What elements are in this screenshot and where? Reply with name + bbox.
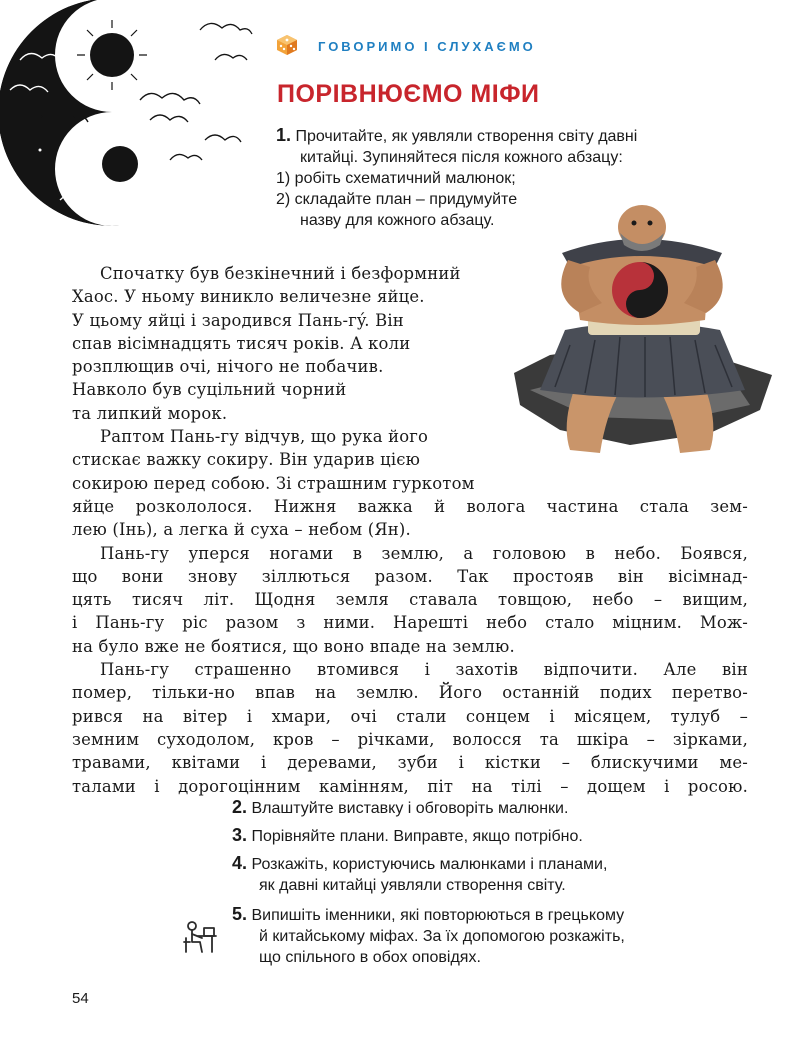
story-line: помер, тільки-но впав на землю. Його останній подих перетво- [72,683,748,703]
story-line: талами і дорогоцінним камінням, піт на тілі – дощем і росою. [72,776,748,796]
story-line: що вони знову зіллються разом. Так простояв він вісімнад- [72,566,748,586]
story-line: Хаос. У ньому виникло величезне яйце. [72,287,425,307]
story-text [72,262,748,798]
task-list [232,797,752,968]
task-3-number: 3. [232,825,248,845]
task-4-line1: Розкажіть, користуючись малюнками і планами, [251,856,608,873]
story-line: стискає важку сокиру. Він ударив цією [72,450,421,470]
story-line: на було вже не боятися, що воно впаде на землю. [72,636,515,656]
task-2 [232,797,752,819]
task-5-number: 5. [232,904,248,924]
task-1-item1: 1) робіть схематичний малюнок; [276,170,516,187]
task-5-line2: й китайському міфах. За їх допомогою розкажіть, [259,928,625,945]
task-2-text: Влаштуйте виставку і обговоріть малюнки. [251,800,569,817]
story-line: Навколо був суцільний чорний [72,380,347,400]
story-line: рився на вітер і хмари, очі стали сонцем і місяцем, тулуб – [72,706,748,726]
task-4-number: 4. [232,853,248,873]
story-line: і Пань-гу ріс разом з ними. Нарешті небо стало міцним. Мож- [72,613,748,633]
task-4 [232,853,752,896]
story-line: Пань-гу уперся ногами в землю, а головою в небо. Боявся, [100,543,748,563]
task-1-item2b: назву для кожного абзацу. [300,212,495,229]
story-line: розплющив очі, нічого не побачив. [72,357,384,377]
task-1-line2: китайці. Зупиняйтеся після кожного абзацу: [300,149,623,166]
section-label: ГОВОРИМО І СЛУХАЄМО [318,39,536,54]
story-line: Раптом Пань-гу відчув, що рука його [100,427,429,447]
task-1-line1: Прочитайте, як уявляли створення світу давні [295,128,638,145]
story-line: У цьому яйці і зародився Пань-гý. Він [72,310,404,330]
task-1-item2a: 2) складайте план – придумуйте [276,191,518,208]
story-line: Спочатку був безкінечний і безформний [100,264,461,283]
dice-icon [276,34,298,56]
story-line: Пань-гу страшенно втомився і захотів відпочити. Але він [100,660,748,680]
task-2-number: 2. [232,797,248,817]
task-5 [232,904,752,968]
page-title: ПОРІВНЮЄМО МІФИ [277,80,540,108]
yin-yang-illustration [0,0,265,250]
story-line: сокирою перед собою. Зі страшним гуркотом [72,473,475,493]
page-number: 54 [72,990,89,1007]
task-1-number: 1. [276,125,292,145]
story-line: яйце розкололося. Нижня важка й волога частина стала зем- [72,496,748,516]
story-line: земним суходолом, кров – річками, волосся та шкіра – зірками, [72,729,748,749]
story-line: лею (Інь), а легка й суха – небом (Ян). [72,520,411,540]
story-line: та липкий морок. [72,403,228,423]
task-5-line3: що спільного в обох оповідях. [259,949,481,966]
story-line: спав вісімнадцять тисяч років. А коли [72,333,411,353]
student-at-desk-icon [180,918,220,958]
task-4-line2: як давні китайці уявляли створення світу. [259,877,566,894]
story-line: травами, квітами і деревами, зуби і кістки – блискучими ме- [72,753,748,773]
task-5-line1: Випишіть іменники, які повторюються в грецькому [251,907,625,924]
task-3-text: Порівняйте плани. Виправте, якщо потрібно. [251,828,583,845]
story-line: цять тисяч літ. Щодня земля ставала товщою, небо – вищим, [72,590,748,610]
task-3 [232,825,752,847]
